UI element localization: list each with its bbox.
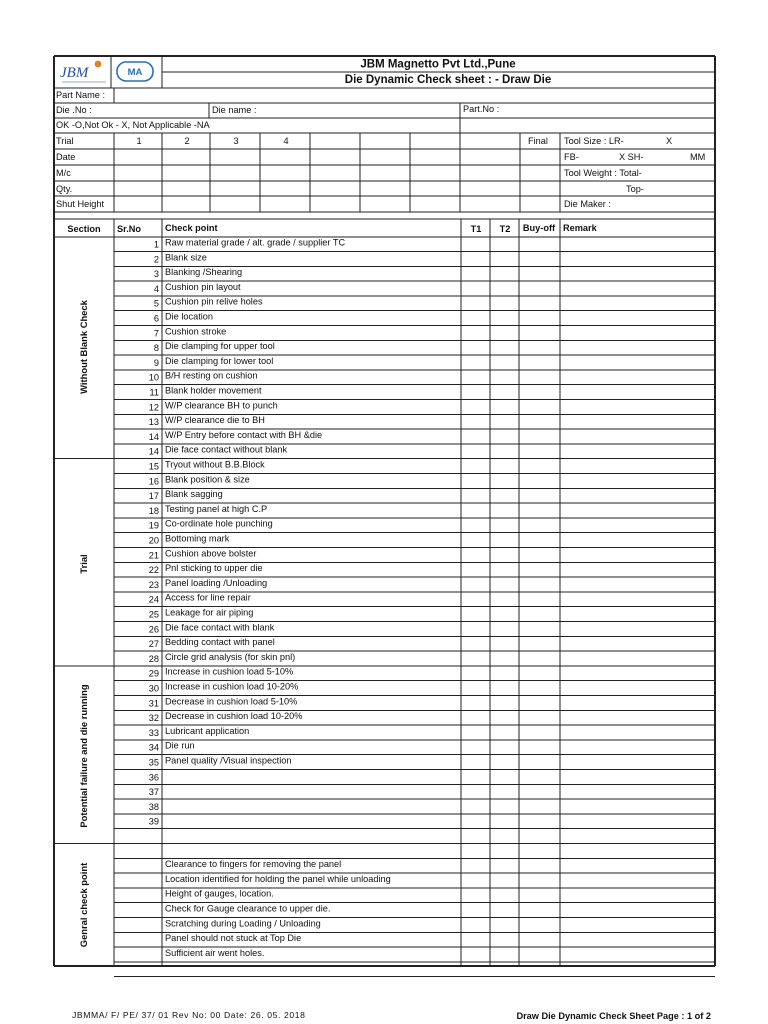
table-row: [165, 859, 341, 869]
row-check-point: W/P clearance die to BH: [165, 415, 265, 426]
table-row: [149, 489, 223, 501]
col-header-t2: T2: [499, 224, 511, 234]
row-sr-no: 2: [153, 254, 159, 265]
row-check-point: Leakage for air piping: [165, 607, 254, 618]
table-row: [149, 622, 275, 634]
document-code: JBMMA/ F/ PE/ 37/ 01 Rev No: 00 Date: 26. 05. 2018: [72, 1010, 306, 1020]
table-row: [149, 386, 262, 398]
row-sr-no: 22: [148, 565, 159, 576]
logo-ma-badge: [117, 62, 153, 81]
table-row: [149, 415, 265, 427]
tool-size-x: X: [666, 136, 673, 146]
row-sr-no: 10: [148, 372, 159, 383]
table-row: [149, 563, 263, 575]
row-check-point: Cushion stroke: [165, 326, 227, 337]
row-sr-no: 18: [148, 505, 159, 516]
row-check-point: Decrease in cushion load 5-10%: [165, 696, 298, 707]
row-check-point: Bedding contact with panel: [165, 637, 275, 648]
table-row: [165, 874, 391, 884]
mc-label: M/c: [56, 168, 71, 178]
row-sr-no: 8: [153, 343, 159, 354]
row-sr-no: 9: [153, 357, 159, 368]
row-check-point: Sufficient air went holes.: [165, 947, 265, 958]
trial-number-1: 1: [136, 136, 142, 146]
row-sr-no: 17: [148, 491, 159, 502]
row-sr-no: 29: [148, 668, 159, 679]
final-label: Final: [528, 136, 548, 146]
table-row: [149, 756, 292, 768]
row-sr-no: 38: [148, 801, 159, 812]
table-row: [149, 711, 303, 723]
row-sr-no: 15: [148, 461, 159, 472]
row-check-point: Cushion pin relive holes: [165, 296, 263, 307]
row-sr-no: 13: [148, 417, 159, 428]
table-row: [149, 772, 159, 782]
table-row: [149, 430, 322, 442]
row-check-point: Blank size: [165, 252, 207, 263]
part-name-label: Part Name :: [56, 90, 106, 100]
row-check-point: Bottoming mark: [165, 533, 230, 544]
table-row: [154, 267, 242, 279]
row-check-point: W/P Entry before contact with BH &die: [165, 429, 323, 440]
x-sh-label: X SH-: [619, 152, 644, 162]
row-check-point: Panel quality /Visual inspection: [165, 755, 292, 766]
table-row: [154, 282, 241, 294]
table-row: [154, 356, 273, 368]
table-row: [154, 326, 226, 338]
table-row: [165, 889, 274, 899]
col-header-section: Section: [67, 224, 101, 234]
section-label-general-check-point: Genral check point: [78, 862, 89, 948]
row-check-point: Die clamping for upper tool: [165, 341, 275, 352]
table-row: [149, 802, 159, 812]
table-row: [165, 904, 330, 914]
row-check-point: Location identified for holding the panel while unloading: [165, 873, 391, 884]
table-row: [149, 371, 258, 383]
table-row: [149, 534, 230, 546]
row-check-point: Increase in cushion load 5-10%: [165, 666, 294, 677]
table-row: [149, 652, 295, 664]
table-row: [149, 548, 257, 560]
row-sr-no: 35: [148, 757, 159, 768]
row-sr-no: 1: [153, 239, 159, 250]
logo-jbm-text: JBM: [60, 65, 89, 81]
sheet-title: Die Dynamic Check sheet : - Draw Die: [344, 74, 552, 86]
table-row: [149, 445, 288, 457]
table-row: [149, 578, 267, 590]
row-sr-no: 7: [153, 328, 159, 339]
row-sr-no: 27: [148, 639, 159, 650]
table-row: [149, 608, 254, 620]
row-sr-no: 23: [148, 579, 159, 590]
row-check-point: Die face contact without blank: [165, 444, 288, 455]
row-check-point: Die face contact with blank: [165, 622, 275, 633]
row-sr-no: 28: [148, 653, 159, 664]
row-check-point: Clearance to fingers for removing the panel: [165, 859, 342, 870]
row-check-point: Die run: [165, 740, 195, 751]
row-check-point: Circle grid analysis (for skin pnl): [165, 651, 296, 662]
col-header-t1: T1: [470, 224, 482, 234]
row-check-point: Cushion above bolster: [165, 548, 257, 559]
row-sr-no: 30: [148, 683, 159, 694]
row-check-point: Panel should not stuck at Top Die: [165, 933, 302, 944]
die-maker-label: Die Maker :: [564, 199, 611, 209]
row-sr-no: 24: [148, 594, 159, 605]
table-row: [154, 312, 213, 324]
row-check-point: Lubricant application: [165, 725, 250, 736]
row-sr-no: 5: [153, 298, 159, 309]
row-sr-no: 6: [153, 313, 159, 324]
row-check-point: Blank position & size: [165, 474, 250, 485]
shut-height-label: Shut Height: [56, 199, 105, 209]
table-row: [149, 817, 159, 827]
row-sr-no: 14: [148, 446, 159, 457]
table-row: [165, 933, 301, 943]
col-header-remark: Remark: [563, 223, 597, 233]
row-check-point: Check for Gauge clearance to upper die.: [165, 903, 331, 914]
row-check-point: Decrease in cushion load 10-20%: [165, 711, 303, 722]
row-check-point: Height of gauges, location.: [165, 888, 274, 899]
row-check-point: Co-ordinate hole punching: [165, 518, 273, 529]
date-label: Date: [56, 152, 76, 162]
row-check-point: Scratching during Loading / Unloading: [165, 918, 321, 929]
table-row: [149, 696, 298, 708]
row-sr-no: 11: [149, 387, 159, 398]
top-weight-label: Top-: [626, 184, 644, 194]
row-check-point: Blank sagging: [165, 489, 223, 500]
table-row: [149, 787, 159, 797]
table-row: [149, 667, 293, 679]
trial-number-2: 2: [184, 136, 190, 146]
row-sr-no: 3: [153, 269, 159, 280]
table-row: [154, 297, 263, 309]
trial-label: Trial: [56, 136, 74, 146]
row-sr-no: 16: [148, 476, 159, 487]
logo-ma-text: MA: [127, 67, 143, 78]
trial-number-4: 4: [283, 136, 289, 146]
row-sr-no: 4: [153, 283, 159, 294]
trial-number-3: 3: [233, 136, 239, 146]
table-row: [149, 726, 250, 738]
row-sr-no: 26: [148, 624, 159, 635]
table-row: [149, 593, 251, 605]
row-check-point: Panel loading /Unloading: [165, 577, 268, 588]
logo-mark-icon: [95, 61, 102, 68]
row-check-point: Cushion pin layout: [165, 281, 241, 292]
row-check-point: Die location: [165, 311, 214, 322]
row-sr-no: 12: [148, 402, 159, 413]
mm-label: MM: [690, 152, 706, 162]
table-row: [154, 238, 346, 250]
check-point-rows: [149, 238, 391, 958]
row-sr-no: 39: [148, 816, 159, 827]
row-check-point: Tryout without B.B.Block: [165, 459, 265, 470]
row-check-point: Increase in cushion load 10-20%: [165, 681, 299, 692]
tool-size-label: Tool Size : LR-: [564, 136, 624, 146]
qty-label: Qty.: [56, 184, 73, 194]
row-sr-no: 36: [148, 772, 159, 783]
row-sr-no: 33: [148, 727, 159, 738]
row-check-point: Testing panel at high C.P: [165, 503, 268, 514]
table-row: [154, 341, 275, 353]
table-row: [149, 741, 195, 753]
row-sr-no: 21: [148, 550, 159, 561]
tool-weight-label: Tool Weight : Total-: [564, 168, 642, 178]
row-sr-no: 37: [148, 787, 159, 798]
table-row: [149, 504, 267, 516]
row-sr-no: 25: [148, 609, 159, 620]
table-row: [149, 474, 250, 486]
row-check-point: Blanking /Shearing: [165, 267, 243, 278]
fb-label: FB-: [564, 152, 579, 162]
part-no-label: Part.No :: [463, 104, 500, 114]
table-row: [149, 519, 273, 531]
table-row: [165, 918, 321, 928]
page-indicator: Draw Die Dynamic Check Sheet Page : 1 of 2: [516, 1011, 711, 1021]
table-row: [149, 400, 278, 412]
row-sr-no: 19: [148, 520, 159, 531]
table-row: [149, 460, 265, 472]
row-sr-no: 31: [148, 698, 159, 709]
row-sr-no: 14: [148, 431, 159, 442]
table-row: [165, 948, 264, 958]
row-check-point: W/P clearance BH to punch: [165, 400, 278, 411]
die-no-label: Die .No :: [56, 105, 92, 115]
row-check-point: Access for line repair: [165, 592, 251, 603]
logo-jbm: [60, 61, 106, 82]
table-row: [149, 637, 275, 649]
row-sr-no: 32: [148, 713, 159, 724]
section-label-potential-failure: Potential failure and die running: [78, 684, 89, 828]
row-check-point: B/H resting on cushion: [165, 370, 258, 381]
row-check-point: Pnl sticking to upper die: [165, 563, 263, 574]
section-label-without-blank-check: Without Blank Check: [78, 300, 89, 394]
col-header-check-point: Check point: [165, 223, 218, 233]
row-sr-no: 20: [148, 535, 159, 546]
section-label-trial: Trial: [78, 554, 89, 574]
table-row: [149, 682, 299, 694]
col-header-srno: Sr.No: [117, 224, 141, 234]
status-legend: OK -O,Not Ok - X, Not Applicable -NA: [56, 120, 210, 130]
row-sr-no: 34: [148, 742, 159, 753]
row-check-point: Raw material grade / alt. grade / supplier TC: [165, 237, 346, 248]
company-name: JBM Magnetto Pvt Ltd.,Pune: [360, 58, 516, 71]
row-check-point: Die clamping for lower tool: [165, 355, 274, 366]
col-header-buyoff: Buy-off: [522, 223, 556, 233]
row-check-point: Blank holder movement: [165, 385, 262, 396]
table-grid: [54, 56, 715, 977]
die-name-label: Die name :: [212, 105, 257, 115]
